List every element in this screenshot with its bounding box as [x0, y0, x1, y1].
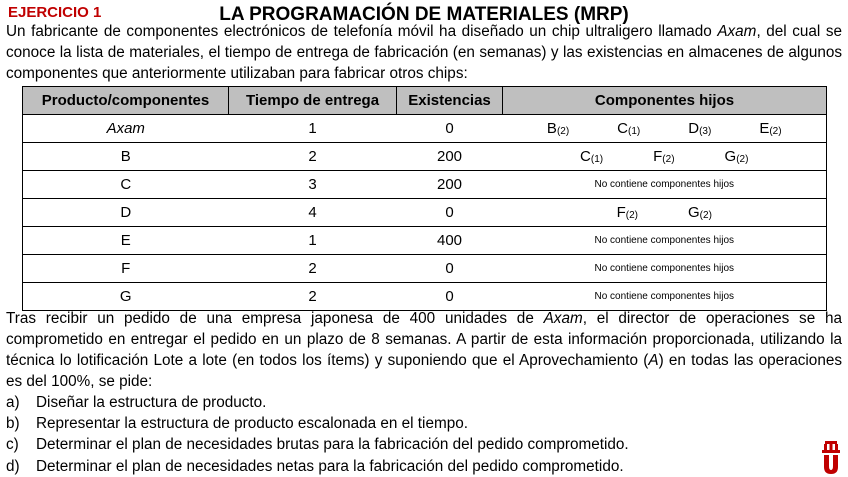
intro-paragraph — [6, 21, 842, 84]
cell-lead-time: 3 — [229, 171, 397, 199]
intro-text-2: , del cual se conoce la lista de materiales, el tiempo de entrega de fabricación (en semanas) y las existencias en almacenes de algunos componentes que anteriormente utilizaban para fabricar otros chips: — [6, 23, 842, 82]
header-product: Producto/componentes — [23, 87, 229, 115]
cell-stock: 200 — [397, 171, 503, 199]
cell-product: F — [23, 255, 229, 283]
cell-stock: 0 — [397, 255, 503, 283]
header-children: Componentes hijos — [503, 87, 827, 115]
table-row — [23, 115, 827, 143]
cell-children — [503, 199, 827, 227]
cell-stock: 0 — [397, 115, 503, 143]
university-crest-icon — [820, 440, 842, 474]
intro-product: Axam — [717, 23, 757, 40]
cell-stock: 0 — [397, 283, 503, 311]
cell-product: C — [23, 171, 229, 199]
table-row — [23, 227, 827, 255]
cell-no-children: No contiene componentes hijos — [503, 255, 827, 283]
cell-no-children: No contiene componentes hijos — [503, 283, 827, 311]
table-row — [23, 171, 827, 199]
cell-lead-time: 1 — [229, 115, 397, 143]
question-text: Determinar el plan de necesidades brutas para la fabricación del pedido comprometido. — [36, 436, 629, 454]
child-component: $G_{(2)}$ — [688, 204, 712, 221]
question-marker: b) — [6, 415, 20, 433]
question-item — [6, 392, 629, 413]
table-row — [23, 283, 827, 311]
question-item — [6, 413, 629, 434]
cell-product: G — [23, 283, 229, 311]
table-row — [23, 199, 827, 227]
cell-product: Axam — [23, 115, 229, 143]
order-product: Axam — [543, 310, 583, 327]
question-marker: a) — [6, 394, 20, 411]
question-item — [6, 434, 629, 455]
page-title: LA PROGRAMACIÓN DE MATERIALES (MRP) — [219, 4, 629, 25]
cell-children — [503, 143, 827, 171]
table-header-row — [23, 87, 827, 115]
child-component: $F_{(2)}$ — [616, 204, 638, 221]
cell-lead-time: 1 — [229, 227, 397, 255]
child-component: $B_{(2)}$ — [546, 120, 570, 137]
child-component: $D_{(3)}$ — [688, 120, 712, 137]
question-text: Representar la estructura de producto escalonada en el tiempo. — [36, 415, 468, 433]
cell-lead-time: 2 — [229, 143, 397, 171]
cell-product: D — [23, 199, 229, 227]
child-component: $G_{(2)}$ — [724, 148, 749, 165]
question-list — [6, 392, 629, 477]
exercise-label: EJERCICIO 1 — [8, 4, 102, 21]
header-stock: Existencias — [397, 87, 503, 115]
cell-children — [503, 115, 827, 143]
order-paragraph — [6, 308, 842, 392]
cell-stock: 0 — [397, 199, 503, 227]
order-text-1: Tras recibir un pedido de una empresa japonesa de 400 unidades de — [6, 310, 544, 327]
order-variable: A — [648, 352, 659, 369]
child-component: $F_{(2)}$ — [653, 148, 675, 165]
bom-table — [22, 86, 827, 311]
child-component: $E_{(2)}$ — [759, 120, 782, 137]
cell-lead-time: 2 — [229, 283, 397, 311]
question-marker: c) — [6, 436, 19, 454]
table-row — [23, 255, 827, 283]
cell-lead-time: 4 — [229, 199, 397, 227]
table-row — [23, 143, 827, 171]
child-component: $C_{(1)}$ — [580, 148, 604, 165]
cell-no-children: No contiene componentes hijos — [503, 171, 827, 199]
question-text: Determinar el plan de necesidades netas para la fabricación del pedido comprometido. — [36, 457, 624, 475]
cell-stock: 400 — [397, 227, 503, 255]
intro-text-1: Un fabricante de componentes electrónicos de telefonía móvil ha diseñado un chip ultraligero llamado — [6, 23, 718, 40]
child-component: $C_{(1)}$ — [617, 120, 641, 137]
order-text-3: ) en todas las operaciones es del 100%, se pide: — [6, 352, 842, 390]
question-item — [6, 456, 629, 477]
cell-product: B — [23, 143, 229, 171]
question-text: Diseñar la estructura de producto. — [36, 394, 267, 411]
header-lead-time: Tiempo de entrega — [229, 87, 397, 115]
cell-lead-time: 2 — [229, 255, 397, 283]
question-marker: d) — [6, 457, 20, 475]
cell-product: E — [23, 227, 229, 255]
cell-no-children: No contiene componentes hijos — [503, 227, 827, 255]
cell-stock: 200 — [397, 143, 503, 171]
order-text-2: , el director de operaciones se ha comprometido en entregar el pedido en un plazo de 8 semanas. A partir de esta información proporcionada, utilizando la técnica lo lotificación Lote a lote (en todos los ítems) y suponiendo que el Aprovechamiento ( — [6, 310, 842, 369]
